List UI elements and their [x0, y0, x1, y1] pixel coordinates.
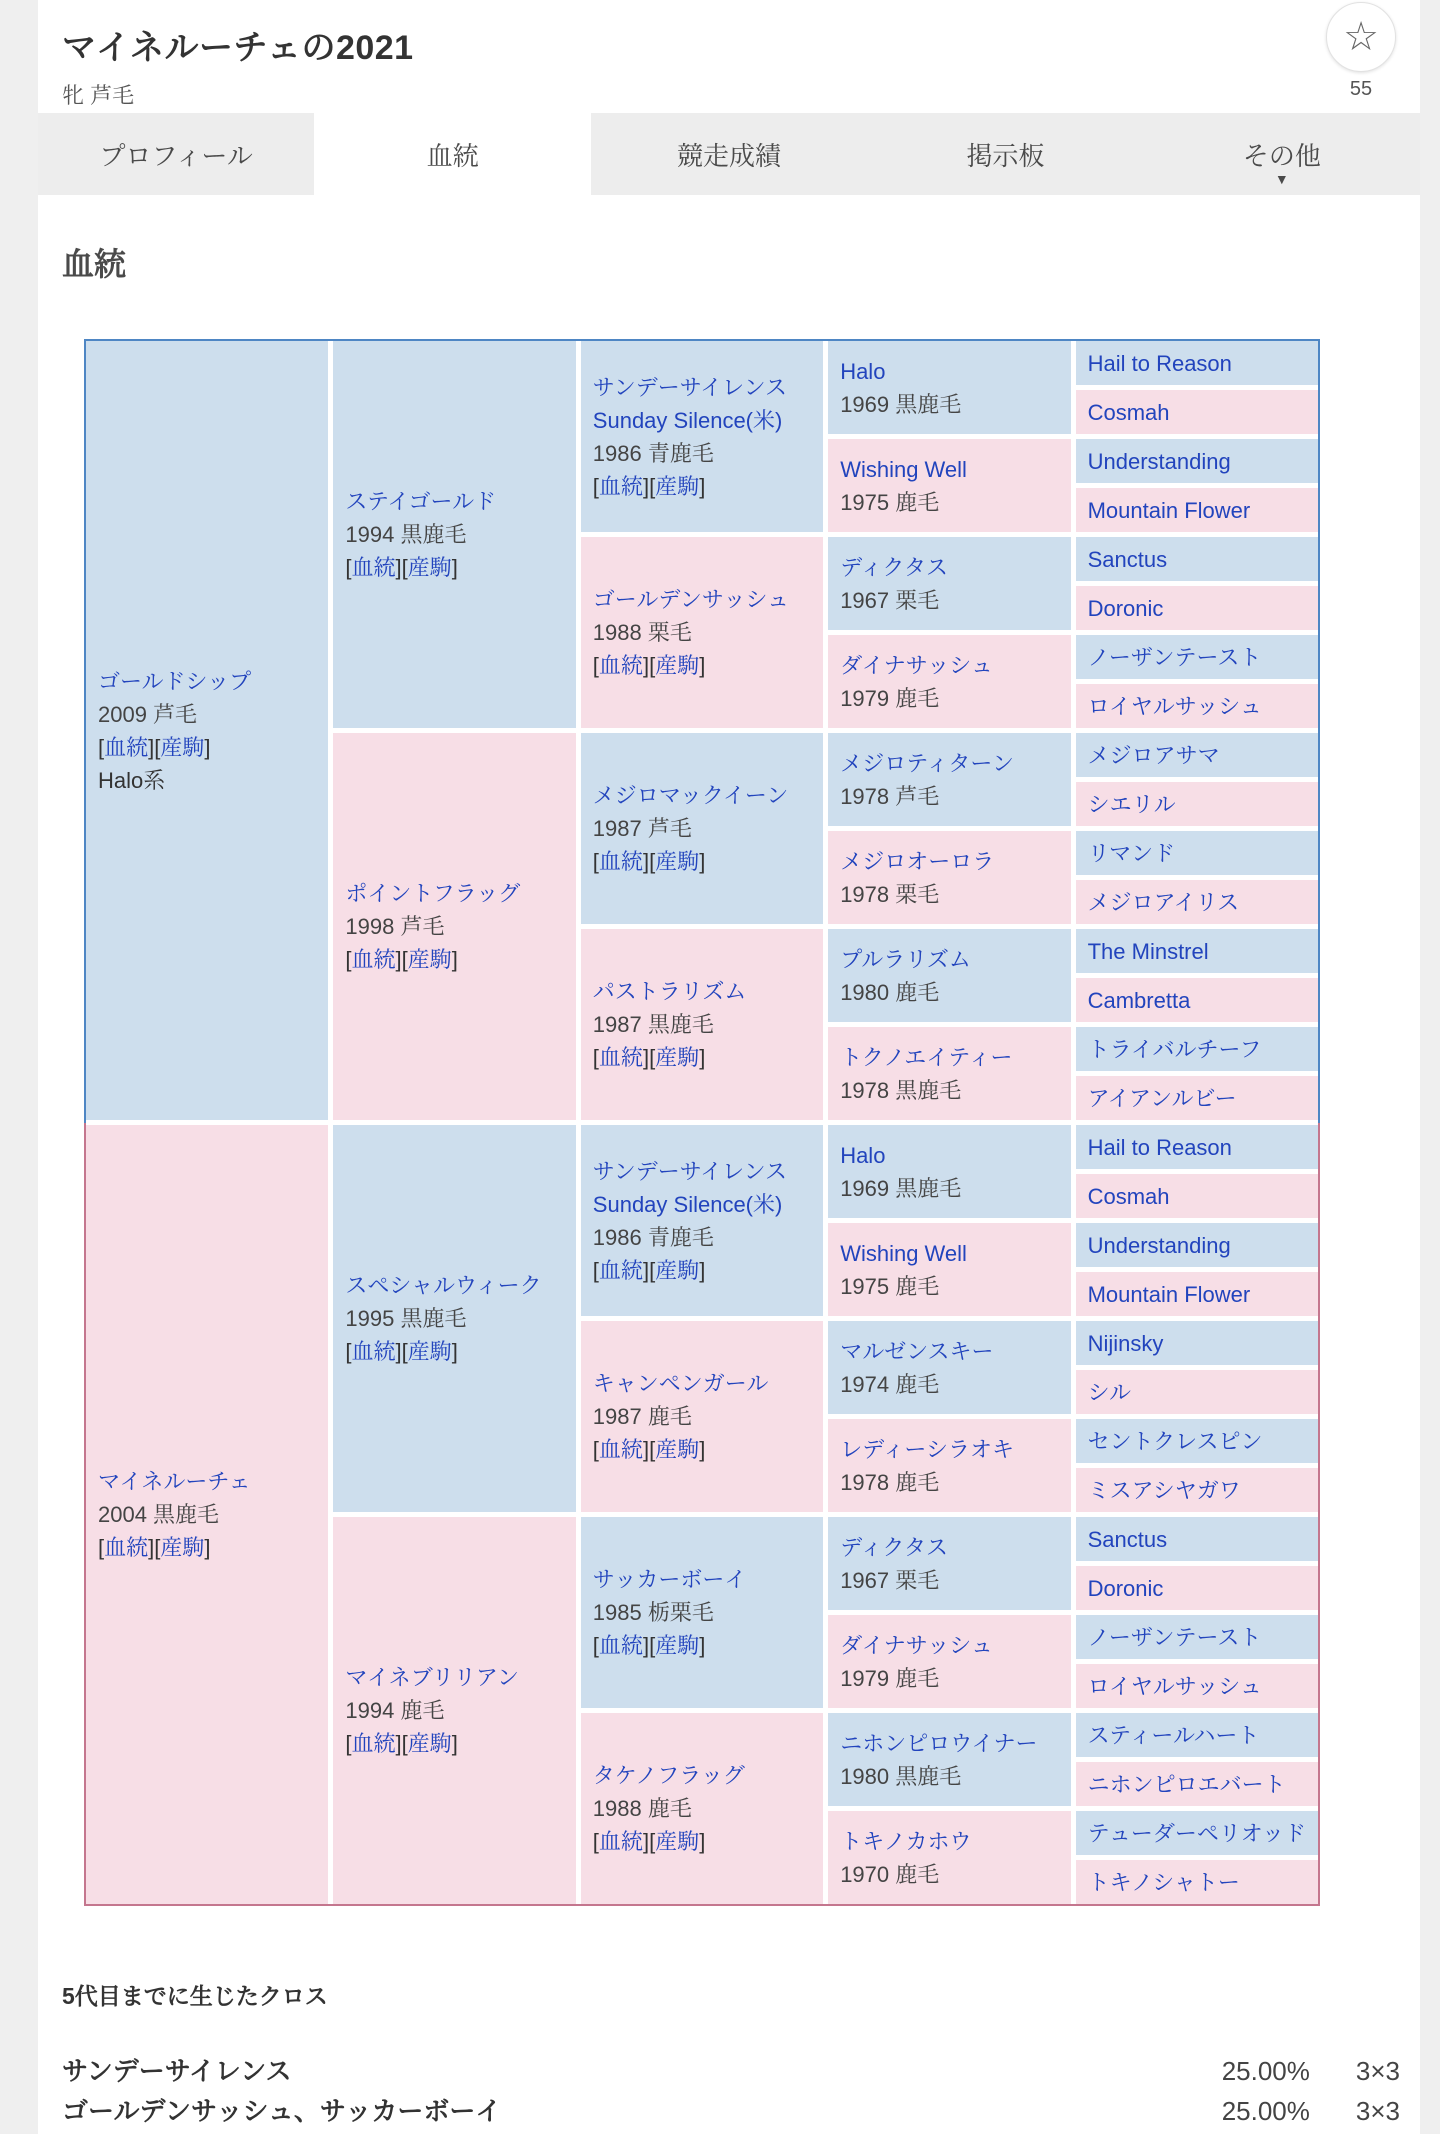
- horse-year-coat: 1979 鹿毛: [840, 685, 940, 711]
- pedigree-link[interactable]: 血統: [104, 1535, 149, 1560]
- pedigree-cell-gen5: [1076, 1076, 1318, 1120]
- cross-ratio: 3×3: [1355, 2096, 1400, 2126]
- horse-links: [血統][産駒]: [345, 555, 458, 580]
- pedigree-cell-gen2: [333, 341, 575, 728]
- horse-name-link[interactable]: リマンド: [1087, 840, 1176, 866]
- horse-links: [血統][産駒]: [592, 849, 706, 874]
- horse-name-link[interactable]: ミスアシヤガワ: [1087, 1477, 1241, 1503]
- horse-name-link[interactable]: Halo: [840, 358, 886, 384]
- pedigree-dam-half: [84, 1123, 1320, 1906]
- horse-name-link[interactable]: Mountain Flower: [1087, 1281, 1251, 1307]
- page-title: マイネルーチェの2021: [62, 29, 414, 67]
- horse-name-link[interactable]: メジロティターン: [840, 750, 1014, 776]
- cross-horse-names: ゴールデンサッシュ、サッカーボーイ: [62, 2096, 502, 2126]
- horse-name-link[interactable]: メジロマックイーン: [592, 783, 789, 808]
- tab-label: プロフィール: [99, 140, 253, 171]
- cross-percent: 25.00%: [1221, 2096, 1310, 2126]
- horse-name-link[interactable]: トライバルチーフ: [1087, 1036, 1262, 1062]
- horse-name-link[interactable]: Doronic: [1087, 1575, 1164, 1601]
- progeny-link[interactable]: 産駒: [655, 1257, 700, 1283]
- pedigree-cell-gen5: [1076, 684, 1318, 728]
- horse-name-link[interactable]: シル: [1087, 1379, 1132, 1405]
- horse-year-coat: 1978 栗毛: [840, 881, 940, 907]
- tab-label: 血統: [426, 140, 479, 171]
- horse-year-coat: 1985 栃栗毛: [592, 1600, 714, 1625]
- horse-sex-coat: 牝 芦毛: [62, 83, 135, 108]
- pedigree-cell-gen5: [1076, 782, 1318, 826]
- horse-year-coat: 1980 黒鹿毛: [840, 1763, 962, 1789]
- horse-links: [血統][産駒]: [592, 1633, 706, 1658]
- horse-name-link[interactable]: Sanctus: [1087, 1526, 1168, 1552]
- horse-header: [38, 0, 1420, 113]
- pedigree-cell-gen5: [1076, 1615, 1318, 1659]
- horse-year-coat: 1988 栗毛: [592, 620, 692, 645]
- horse-year-coat: 1967 栗毛: [840, 587, 940, 613]
- horse-name-link[interactable]: Wishing Well: [840, 456, 967, 482]
- horse-name-link[interactable]: メジロアイリス: [1087, 889, 1240, 915]
- horse-name-link[interactable]: ノーザンテースト: [1087, 644, 1262, 670]
- pedigree-cell-gen5: [1076, 1174, 1318, 1218]
- horse-year-coat: 1978 芦毛: [840, 783, 940, 809]
- pedigree-link[interactable]: 血統: [598, 653, 643, 678]
- horse-name-link[interactable]: ゴールデンサッシュ: [592, 587, 790, 612]
- progeny-link[interactable]: 産駒: [407, 555, 452, 580]
- horse-name-link[interactable]: シエリル: [1087, 791, 1176, 817]
- horse-name-link[interactable]: ダイナサッシュ: [840, 1632, 993, 1658]
- horse-links: [血統][産駒]: [592, 1257, 706, 1283]
- chevron-down-icon: ▼: [1274, 171, 1289, 187]
- horse-links: [血統][産駒]: [592, 1829, 706, 1854]
- pedigree-cell-gen5: [1076, 929, 1318, 973]
- pedigree-cell-gen4: [828, 1125, 1070, 1218]
- horse-year-coat: 1974 鹿毛: [840, 1371, 940, 1397]
- horse-name-link[interactable]: スペシャルウィーク: [345, 1273, 542, 1298]
- cross-section: [38, 1978, 1420, 2131]
- horse-year-coat: 1988 鹿毛: [592, 1796, 692, 1821]
- pedigree-link[interactable]: 血統: [104, 734, 149, 760]
- pedigree-cell-gen5: [1076, 635, 1318, 679]
- pedigree-link[interactable]: 血統: [598, 1437, 643, 1462]
- progeny-link[interactable]: 産駒: [655, 1437, 700, 1462]
- horse-name-link[interactable]: ロイヤルサッシュ: [1087, 1673, 1262, 1699]
- pedigree-cell-gen5: [1076, 1027, 1318, 1071]
- horse-year-coat: 1998 芦毛: [345, 914, 445, 939]
- horse-links: [血統][産駒]: [345, 947, 458, 972]
- pedigree-cell-gen3: [581, 1713, 823, 1904]
- pedigree-cell-gen4: [828, 1811, 1070, 1904]
- progeny-link[interactable]: 産駒: [160, 734, 205, 760]
- pedigree-cell-gen4: [828, 929, 1070, 1022]
- horse-links: [血統][産駒]: [98, 734, 211, 760]
- progeny-link[interactable]: 産駒: [407, 947, 452, 972]
- pedigree-cell-gen3: [581, 1125, 823, 1316]
- horse-links: [血統][産駒]: [345, 1339, 458, 1364]
- pedigree-cell-gen2: [333, 1125, 575, 1512]
- pedigree-cell-gen4: [828, 1223, 1070, 1316]
- horse-name-link[interactable]: ノーザンテースト: [1087, 1624, 1262, 1650]
- tab-pedigree[interactable]: [314, 113, 590, 195]
- horse-name-link[interactable]: マイネブリリアン: [345, 1665, 519, 1690]
- horse-name-link[interactable]: スティールハート: [1087, 1722, 1260, 1748]
- pedigree-table: [84, 339, 1320, 1906]
- horse-name-link[interactable]: ニホンピロエバート: [1087, 1771, 1286, 1797]
- horse-name-link[interactable]: ポイントフラッグ: [345, 881, 521, 906]
- horse-year-coat: 1969 黒鹿毛: [840, 391, 962, 417]
- horse-name-link[interactable]: サンデーサイレンス: [592, 374, 787, 400]
- horse-name-link[interactable]: Hail to Reason: [1087, 1134, 1232, 1160]
- horse-name-link[interactable]: ニホンピロウイナー: [840, 1730, 1038, 1756]
- horse-name-link[interactable]: サッカーボーイ: [592, 1567, 747, 1592]
- horse-name-link[interactable]: アイアンルビー: [1087, 1085, 1237, 1111]
- horse-name-link[interactable]: Cambretta: [1087, 987, 1191, 1013]
- horse-name-link[interactable]: キャンペンガール: [592, 1371, 769, 1396]
- pedigree-cell-gen3: [581, 733, 823, 924]
- pedigree-link[interactable]: 血統: [598, 1045, 643, 1070]
- horse-name-link[interactable]: トクノエイティー: [840, 1044, 1013, 1070]
- pedigree-sire-half: [84, 339, 1320, 1123]
- favorite-count: 55: [1349, 78, 1373, 100]
- pedigree-cell-gen3: [581, 537, 823, 728]
- horse-name-link[interactable]: テューダーペリオッド: [1087, 1820, 1307, 1846]
- horse-links: [血統][産駒]: [592, 653, 706, 678]
- pedigree-link[interactable]: 血統: [598, 849, 643, 874]
- horse-year-coat: 1994 黒鹿毛: [345, 522, 467, 547]
- pedigree-cell-gen5: [1076, 341, 1318, 385]
- pedigree-cell-gen5: [1076, 831, 1318, 875]
- horse-name-link[interactable]: マルゼンスキー: [840, 1338, 994, 1364]
- horse-links: [血統][産駒]: [98, 1535, 211, 1560]
- pedigree-cell-gen5: [1076, 880, 1318, 924]
- horse-name-link[interactable]: タケノフラッグ: [592, 1763, 745, 1788]
- horse-year-coat: 2009 芦毛: [98, 701, 198, 727]
- progeny-link[interactable]: 産駒: [655, 849, 700, 874]
- horse-year-coat: 1967 栗毛: [840, 1567, 940, 1593]
- horse-name-link[interactable]: メジロアサマ: [1087, 742, 1220, 768]
- pedigree-cell-gen5: [1076, 1517, 1318, 1561]
- pedigree-cell-gen3: [581, 1321, 823, 1512]
- horse-name-en-link[interactable]: Sunday Silence(米): [592, 1191, 783, 1217]
- cross-horse-names: サンデーサイレンス: [62, 2056, 292, 2086]
- horse-name-link[interactable]: サンデーサイレンス: [592, 1158, 787, 1184]
- horse-name-link[interactable]: ダイナサッシュ: [840, 652, 993, 678]
- horse-name-link[interactable]: Hail to Reason: [1087, 350, 1232, 376]
- tab-bar: [38, 113, 1420, 195]
- cross-ratio: 3×3: [1355, 2056, 1400, 2086]
- horse-year-coat: 2004 黒鹿毛: [98, 1502, 220, 1527]
- horse-links: [血統][産駒]: [592, 1437, 706, 1462]
- horse-name-link[interactable]: Wishing Well: [840, 1240, 967, 1266]
- pedigree-cell-gen5: [1076, 586, 1318, 630]
- pedigree-cell-gen5: [1076, 1321, 1318, 1365]
- horse-name-link[interactable]: Sanctus: [1087, 546, 1168, 572]
- progeny-link[interactable]: 産駒: [160, 1535, 205, 1560]
- horse-links: [血統][産駒]: [592, 473, 706, 499]
- horse-name-link[interactable]: ロイヤルサッシュ: [1087, 693, 1262, 719]
- horse-links: [血統][産駒]: [592, 1045, 706, 1070]
- horse-name-link[interactable]: Cosmah: [1087, 399, 1170, 425]
- horse-name-link[interactable]: Halo: [840, 1142, 886, 1168]
- horse-name-link[interactable]: プルラリズム: [840, 946, 971, 972]
- pedigree-cell-gen4: [828, 1027, 1070, 1120]
- pedigree-link[interactable]: 血統: [598, 473, 643, 499]
- pedigree-cell-gen5: [1076, 978, 1318, 1022]
- pedigree-cell-gen3: [581, 1517, 823, 1708]
- cross-percent: 25.00%: [1221, 2056, 1310, 2086]
- pedigree-page: [38, 239, 1420, 2131]
- horse-year-coat: 1980 鹿毛: [840, 979, 940, 1005]
- horse-year-coat: 1986 青鹿毛: [592, 440, 714, 466]
- tab-profile[interactable]: [38, 113, 314, 195]
- cross-rows: [62, 2051, 1400, 2131]
- pedigree-cell-gen5: [1076, 1419, 1318, 1463]
- horse-name-link[interactable]: ディクタス: [840, 1534, 948, 1560]
- pedigree-link[interactable]: 血統: [351, 947, 396, 972]
- pedigree-cell-gen2: [333, 1517, 575, 1904]
- horse-year-coat: 1975 鹿毛: [840, 489, 940, 515]
- tab-label: その他: [1242, 140, 1321, 171]
- pedigree-cell-gen5: [1076, 733, 1318, 777]
- horse-year-coat: 1987 芦毛: [592, 816, 692, 841]
- horse-year-coat: 1995 黒鹿毛: [345, 1306, 467, 1331]
- progeny-link[interactable]: 産駒: [655, 1829, 700, 1854]
- favorite-button[interactable]: [1324, 2, 1398, 101]
- pedigree-cell-gen5: [1076, 1811, 1318, 1855]
- progeny-link[interactable]: 産駒: [655, 1633, 700, 1658]
- horse-name-link[interactable]: Understanding: [1087, 1232, 1231, 1258]
- tab-label: 競走成績: [677, 140, 782, 171]
- progeny-link[interactable]: 産駒: [655, 473, 700, 499]
- horse-name-link[interactable]: マイネルーチェ: [98, 1469, 251, 1494]
- cross-row: [62, 2091, 1400, 2131]
- pedigree-cell-gen5: [1076, 1713, 1318, 1757]
- pedigree-cell-gen4: [828, 635, 1070, 728]
- pedigree-link[interactable]: 血統: [598, 1829, 643, 1854]
- tab-label: 掲示板: [966, 140, 1045, 171]
- progeny-link[interactable]: 産駒: [655, 653, 700, 678]
- horse-name-link[interactable]: トキノシャトー: [1087, 1869, 1240, 1895]
- pedigree-cell-gen4: [828, 1615, 1070, 1708]
- pedigree-cell-gen5: [1076, 1272, 1318, 1316]
- horse-name-link[interactable]: Nijinsky: [1087, 1330, 1164, 1356]
- progeny-link[interactable]: 産駒: [655, 1045, 700, 1070]
- section-title: 血統: [62, 246, 127, 282]
- pedigree-cell-gen5: [1076, 1860, 1318, 1904]
- horse-name-link[interactable]: Doronic: [1087, 595, 1164, 621]
- horse-year-coat: 1979 鹿毛: [840, 1665, 940, 1691]
- horse-name-link[interactable]: ゴールドシップ: [98, 668, 252, 694]
- horse-year-coat: 1986 青鹿毛: [592, 1224, 714, 1250]
- tab-results[interactable]: [591, 113, 867, 195]
- pedigree-cell-gen4: [828, 439, 1070, 532]
- horse-name-link[interactable]: セントクレスピン: [1087, 1428, 1263, 1454]
- content-card: [38, 0, 1420, 2134]
- pedigree-cell-gen4: [828, 831, 1070, 924]
- pedigree-cell-gen5: [1076, 1664, 1318, 1708]
- horse-year-coat: 1987 鹿毛: [592, 1404, 692, 1429]
- pedigree-cell-gen3: [581, 341, 823, 532]
- cross-row: [62, 2051, 1400, 2091]
- horse-year-coat: 1978 黒鹿毛: [840, 1077, 962, 1103]
- horse-year-coat: 1987 黒鹿毛: [592, 1012, 714, 1037]
- horse-name-link[interactable]: レディーシラオキ: [840, 1436, 1014, 1462]
- horse-year-coat: 1975 鹿毛: [840, 1273, 940, 1299]
- horse-name-en-link[interactable]: Sunday Silence(米): [592, 407, 783, 433]
- horse-year-coat: 1978 鹿毛: [840, 1469, 940, 1495]
- pedigree-cell-gen4: [828, 1517, 1070, 1610]
- pedigree-link[interactable]: 血統: [351, 1731, 396, 1756]
- tab-others[interactable]: [1144, 113, 1420, 195]
- progeny-link[interactable]: 産駒: [407, 1339, 452, 1364]
- pedigree-cell-gen3: [581, 929, 823, 1120]
- pedigree-cell-gen2: [333, 733, 575, 1120]
- horse-name-link[interactable]: Understanding: [1087, 448, 1231, 474]
- pedigree-cell-gen5: [1076, 1762, 1318, 1806]
- horse-name-link[interactable]: Cosmah: [1087, 1183, 1170, 1209]
- pedigree-link[interactable]: 血統: [351, 1339, 396, 1364]
- pedigree-cell-gen5: [1076, 488, 1318, 532]
- pedigree-cell-gen4: [828, 341, 1070, 434]
- cross-section-title: 5代目までに生じたクロス: [62, 1983, 328, 2009]
- horse-year-coat: 1994 鹿毛: [345, 1698, 445, 1723]
- horse-name-link[interactable]: パストラリズム: [592, 979, 747, 1004]
- pedigree-link[interactable]: 血統: [351, 555, 396, 580]
- horse-year-coat: 1970 鹿毛: [840, 1861, 940, 1887]
- pedigree-cell-gen4: [828, 1321, 1070, 1414]
- horse-line-note: Halo系: [98, 767, 166, 793]
- favorite-circle[interactable]: [1326, 2, 1396, 72]
- horse-name-link[interactable]: ディクタス: [840, 554, 948, 580]
- pedigree-cell-gen5: [1076, 1370, 1318, 1414]
- progeny-link[interactable]: 産駒: [407, 1731, 452, 1756]
- pedigree-cell-gen4: [828, 733, 1070, 826]
- pedigree-cell-gen5: [1076, 1125, 1318, 1169]
- pedigree-cell-gen5: [1076, 439, 1318, 483]
- horse-name-link[interactable]: ステイゴールド: [345, 489, 497, 514]
- pedigree-cell-gen5: [1076, 1223, 1318, 1267]
- horse-links: [血統][産駒]: [345, 1731, 458, 1756]
- star-icon: ☆: [1343, 15, 1379, 59]
- horse-name-link[interactable]: Mountain Flower: [1087, 497, 1251, 523]
- pedigree-cell-gen5: [1076, 537, 1318, 581]
- horse-name-link[interactable]: The Minstrel: [1087, 938, 1209, 964]
- pedigree-cell-gen1: [86, 341, 328, 1120]
- tab-board[interactable]: [867, 113, 1143, 195]
- pedigree-cell-gen4: [828, 537, 1070, 630]
- horse-year-coat: 1969 黒鹿毛: [840, 1175, 962, 1201]
- horse-name-link[interactable]: メジロオーロラ: [840, 848, 995, 874]
- pedigree-link[interactable]: 血統: [598, 1633, 643, 1658]
- pedigree-cell-gen4: [828, 1419, 1070, 1512]
- pedigree-cell-gen5: [1076, 1468, 1318, 1512]
- pedigree-cell-gen4: [828, 1713, 1070, 1806]
- pedigree-cell-gen1: [86, 1125, 328, 1904]
- pedigree-cell-gen5: [1076, 390, 1318, 434]
- pedigree-cell-gen5: [1076, 1566, 1318, 1610]
- horse-name-link[interactable]: トキノカホウ: [840, 1828, 972, 1854]
- pedigree-link[interactable]: 血統: [598, 1257, 643, 1283]
